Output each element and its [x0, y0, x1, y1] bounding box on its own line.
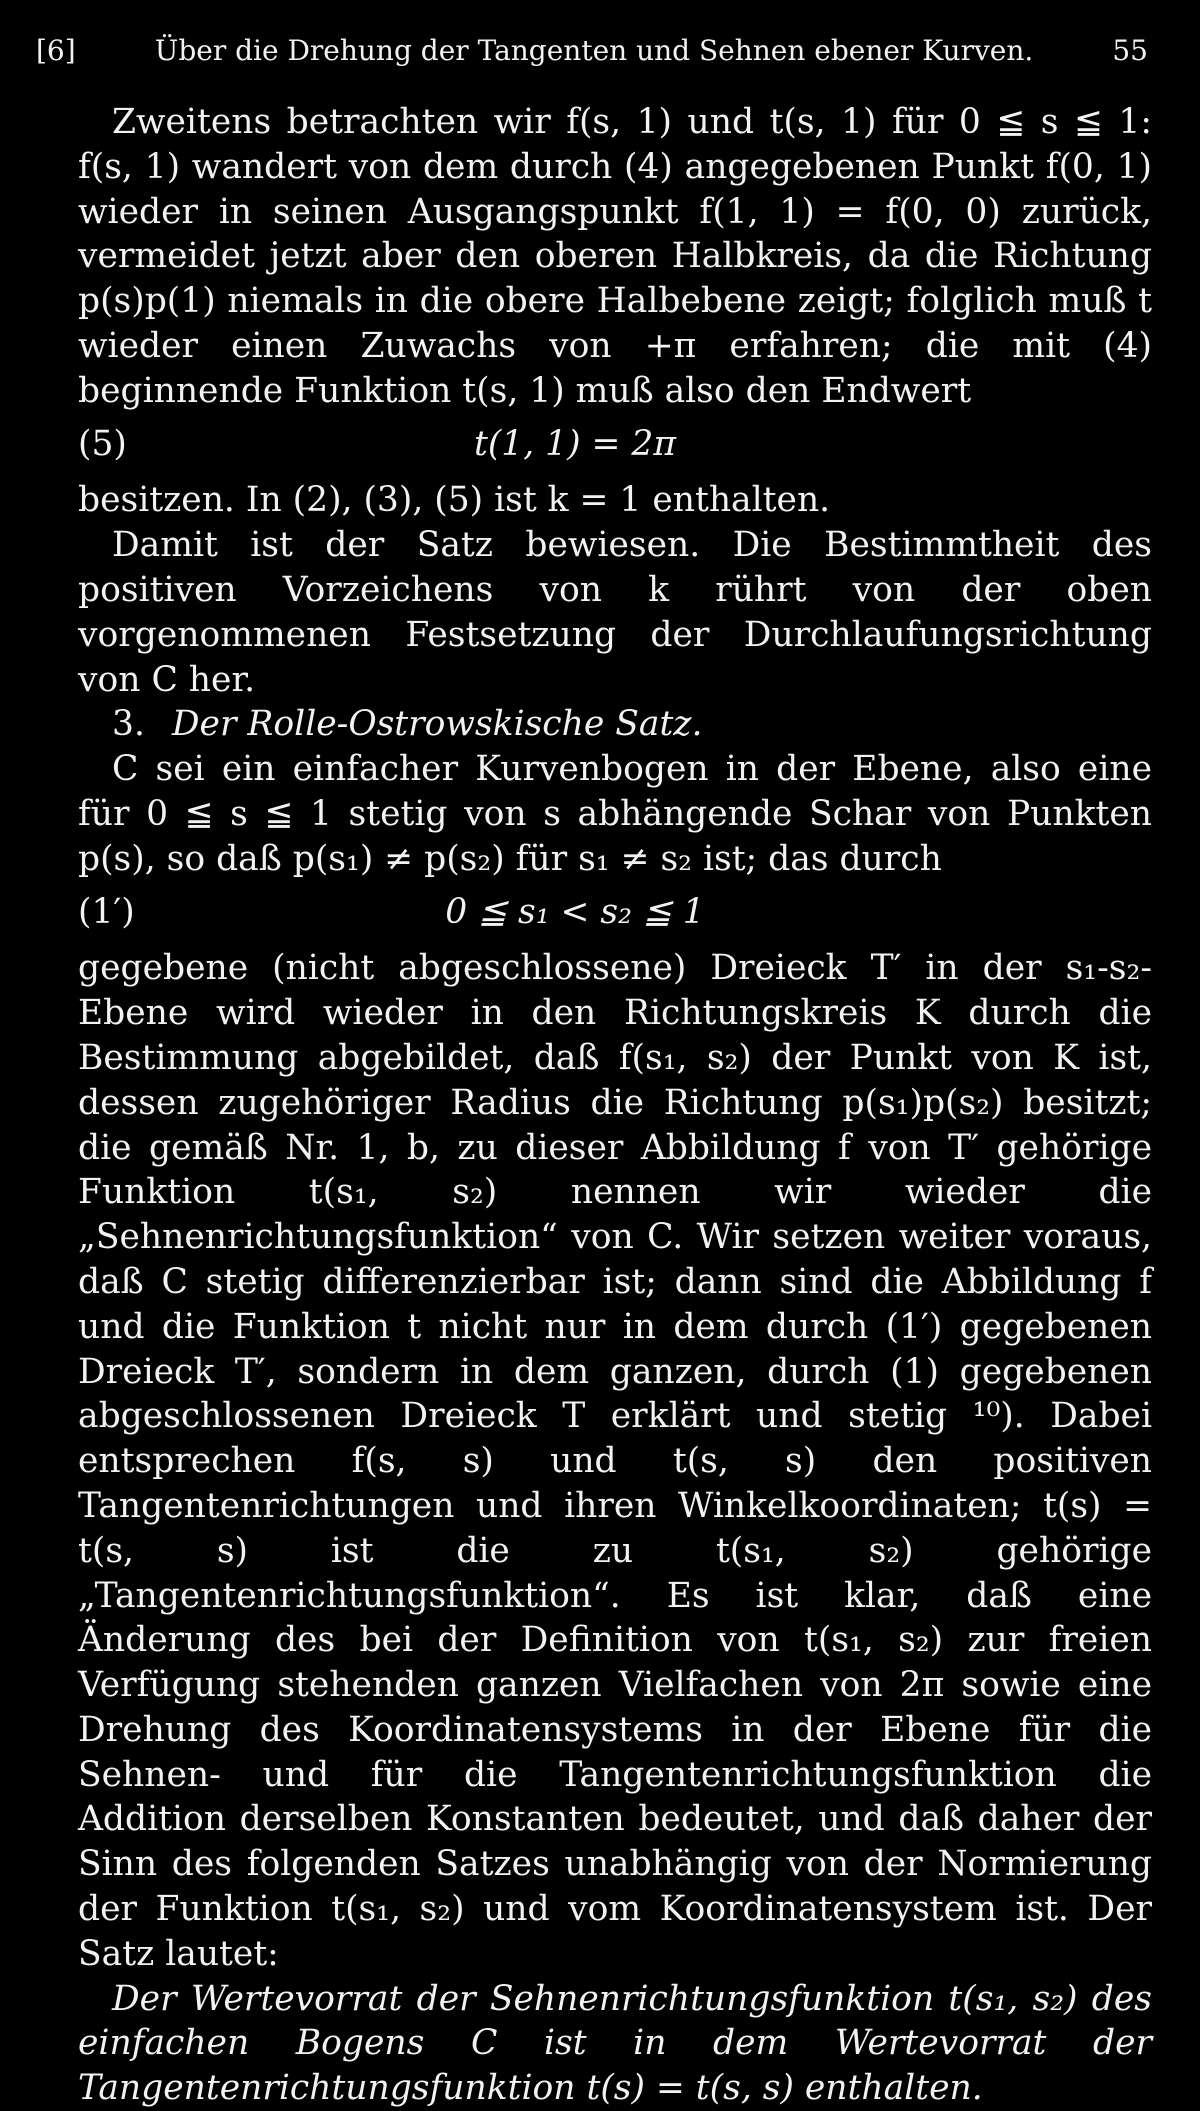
equation-5-label: (5) [78, 423, 127, 464]
paragraph-1: Zweitens betrachten wir f(s, 1) und t(s, 1) für 0 ≦ s ≦ 1: f(s, 1) wandert von dem durch (4) angegebenen Punkt f(0, 1) wieder in seinen Ausgangspunkt f(1, 1) = f(0, 0) zurück, vermeidet jetzt aber den oberen Halbkreis, da die Richtung p(s)p(1) niemals in die obere Halbebene zeigt; folglich muß t wieder einen Zuwachs von +π erfahren; die mit (4) beginnende Funktion t(s, 1) muß also den Endwert [78, 102, 1152, 411]
equation-1prime [78, 890, 1152, 935]
section-number: 3. [112, 704, 145, 745]
equation-5 [78, 422, 1152, 467]
paragraph-5: gegebene (nicht abgeschlossene) Dreieck T′ in der s₁-s₂-Ebene wird wieder in den Richtungskreis K durch die Bestimmung abgebildet, daß f(s₁, s₂) der Punkt von K ist, dessen zugehöriger Radius die Richtung p(s₁)p(s₂) besitzt; die gemäß Nr. 1, b, zu dieser Abbildung f von T′ gehörige Funktion t(s₁, s₂) nennen wir wieder die „Sehnenrichtungsfunktion“ von C. Wir setzen weiter voraus, daß C stetig differenzierbar ist; dann sind die Abbildung f und die Funktion t nicht nur in dem durch (1′) gegebenen Dreieck T′, sondern in dem ganzen, durch (1) gegebenen abgeschlossenen Dreieck T erklärt und stetig ¹⁰). Dabei entsprechen f(s, s) und t(s, s) den positiven Tangentenrichtungen und ihren Winkelkoordinaten; t(s) = t(s, s) ist die zu t(s₁, s₂) gehörige „Tangentenrichtungsfunktion“. Es ist klar, daß eine Änderung des bei der Definition von t(s₁, s₂) zur freien Verfügung stehenden ganzen Vielfachen von 2π sowie eine Drehung des Koordinatensystems in der Ebene für die Sehnen- und für die Tangentenrichtungsfunktion die Addition derselben Konstanten bedeutet, und daß daher der Sinn des folgenden Satzes unabhängig von der Normierung der Funktion t(s₁, s₂) und vom Koordinatensystem ist. Der Satz lautet: [78, 948, 1152, 1974]
paragraph-2: besitzen. In (2), (3), (5) ist k = 1 enthalten. [78, 480, 831, 521]
page-tag: [6] [36, 33, 76, 67]
paragraph-3: Damit ist der Satz bewiesen. Die Bestimmtheit des positiven Vorzeichens von k rührt von der oben vorgenommenen Festsetzung der Durchlaufungsrichtung von C her. [78, 525, 1152, 700]
theorem-statement: Der Wertevorrat der Sehnenrichtungsfunktion t(s₁, s₂) des einfachen Bogens C ist in dem Wertevorrat der Tangentenrichtungsfunktion t(s) = t(s, s) enthalten. [78, 1978, 1152, 2109]
paragraph-4: C sei ein einfacher Kurvenbogen in der Ebene, also eine für 0 ≦ s ≦ 1 stetig von s abhängende Schar von Punkten p(s), so daß p(s₁) ≠ p(s₂) für s₁ ≠ s₂ ist; das durch [78, 749, 1152, 879]
page-number: 55 [1112, 33, 1148, 67]
running-header [36, 24, 1148, 76]
body-text [78, 100, 1152, 2111]
section-title: Der Rolle-Ostrowskische Satz. [171, 704, 703, 745]
section-heading [78, 702, 1152, 747]
equation-5-formula: t(1, 1) = 2π [473, 423, 677, 464]
running-title: Über die Drehung der Tangenten und Sehnen ebener Kurven. [154, 33, 1034, 67]
equation-1prime-formula: 0 ≦ s₁ < s₂ ≦ 1 [445, 891, 705, 932]
equation-1prime-label: (1′) [78, 891, 135, 932]
